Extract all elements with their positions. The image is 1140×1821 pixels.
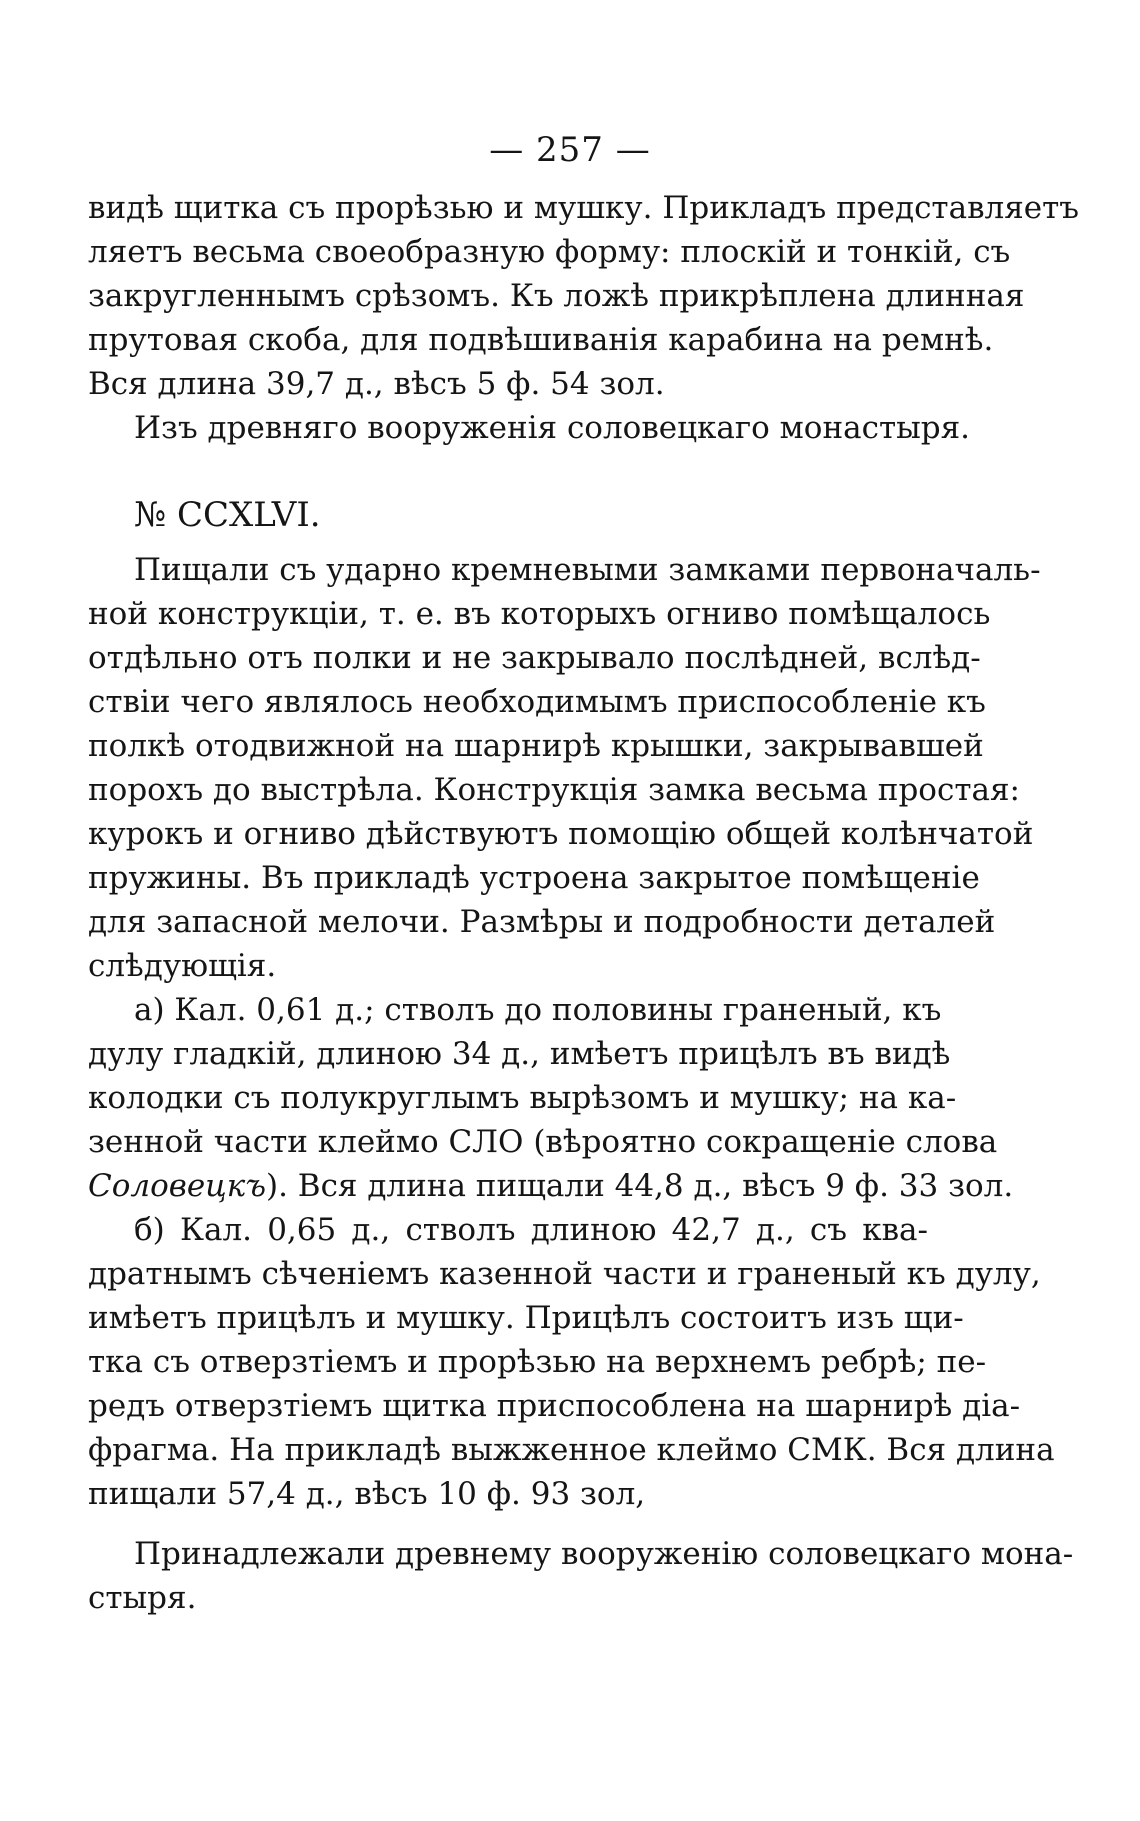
text-line: а) Кал. 0,61 д.; стволъ до половины граненый, къ	[134, 992, 942, 1028]
text-line: порохъ до выстрѣла. Конструкція замка весьма простая:	[88, 772, 1020, 808]
text-line: ствіи чего являлось необходимымъ приспособленіе къ	[88, 684, 986, 720]
text-line: пружины. Въ прикладѣ устроена закрытое помѣщеніе	[88, 860, 980, 896]
text-span: ). Вся длина пищали 44,8 д., вѣсъ 9 ф. 33 зол.	[265, 1168, 1014, 1204]
item-a	[88, 988, 1014, 1208]
closing-paragraph	[88, 1532, 1074, 1620]
text-line: курокъ и огниво дѣйствуютъ помощію общей колѣнчатой	[88, 816, 1034, 852]
text-line: полкѣ отодвижной на шарнирѣ крышки, закрывавшей	[88, 728, 984, 764]
intro-paragraph	[88, 186, 1079, 450]
main-paragraph	[88, 548, 1041, 988]
text-line: видѣ щитка съ прорѣзью и мушку. Прикладъ представляетъ	[88, 190, 1079, 226]
text-line: редъ отверзтіемъ щитка приспособлена на шарнирѣ діа-	[88, 1388, 1021, 1424]
text-line: слѣдующія.	[88, 948, 277, 984]
text-line: тка съ отверзтіемъ и прорѣзью на верхнемъ ребрѣ; пе-	[88, 1344, 987, 1380]
text-line: имѣетъ прицѣлъ и мушку. Прицѣлъ состоитъ изъ щи-	[88, 1300, 964, 1336]
text-line: фрагма. На прикладѣ выжженное клеймо СМК. Вся длина	[88, 1432, 1055, 1468]
text-line: прутовая скоба, для подвѣшиванія карабина на ремнѣ.	[88, 322, 994, 358]
text-line: отдѣльно отъ полки и не закрывало послѣдней, вслѣд-	[88, 640, 981, 676]
source-note: Изъ древняго вооруженія соловецкаго монастыря.	[134, 410, 971, 446]
text-line: Пищали съ ударно кремневыми замками первоначаль-	[134, 552, 1041, 588]
text-line: стыря.	[88, 1580, 197, 1616]
item-b	[88, 1208, 1055, 1516]
italic-word: Соловецкъ	[88, 1168, 266, 1204]
text-line: зенной части клеймо СЛО (вѣроятно сокращеніе слова	[88, 1124, 998, 1160]
text-line: дулу гладкій, длиною 34 д., имѣетъ прицѣлъ въ видѣ	[88, 1036, 951, 1072]
text-line: для запасной мелочи. Размѣры и подробности деталей	[88, 904, 996, 940]
text-line: закругленнымъ срѣзомъ. Къ ложѣ прикрѣплена длинная	[88, 278, 1025, 314]
text-line: пищали 57,4 д., вѣсъ 10 ф. 93 зол,	[88, 1476, 646, 1512]
text-line: ляетъ весьма своеобразную форму: плоскій и тонкій, съ	[88, 234, 1011, 270]
text-line: ной конструкціи, т. е. въ которыхъ огниво помѣщалось	[88, 596, 991, 632]
text-line: дратнымъ сѣченіемъ казенной части и граненый къ дулу,	[88, 1256, 1041, 1292]
entry-heading: № CCXLVI.	[134, 495, 321, 535]
text-line	[88, 1164, 1014, 1208]
text-line: колодки съ полукруглымъ вырѣзомъ и мушку; на ка-	[88, 1080, 957, 1116]
entry-heading-block	[88, 490, 928, 540]
text-line: б) Кал. 0,65 д., стволъ длиною 42,7 д., съ ква-	[134, 1212, 928, 1248]
page-number: — 257 —	[489, 130, 651, 170]
text-line: Принадлежали древнему вооруженію соловецкаго мона-	[134, 1536, 1074, 1572]
text-line: Вся длина 39,7 д., вѣсъ 5 ф. 54 зол.	[88, 366, 665, 402]
